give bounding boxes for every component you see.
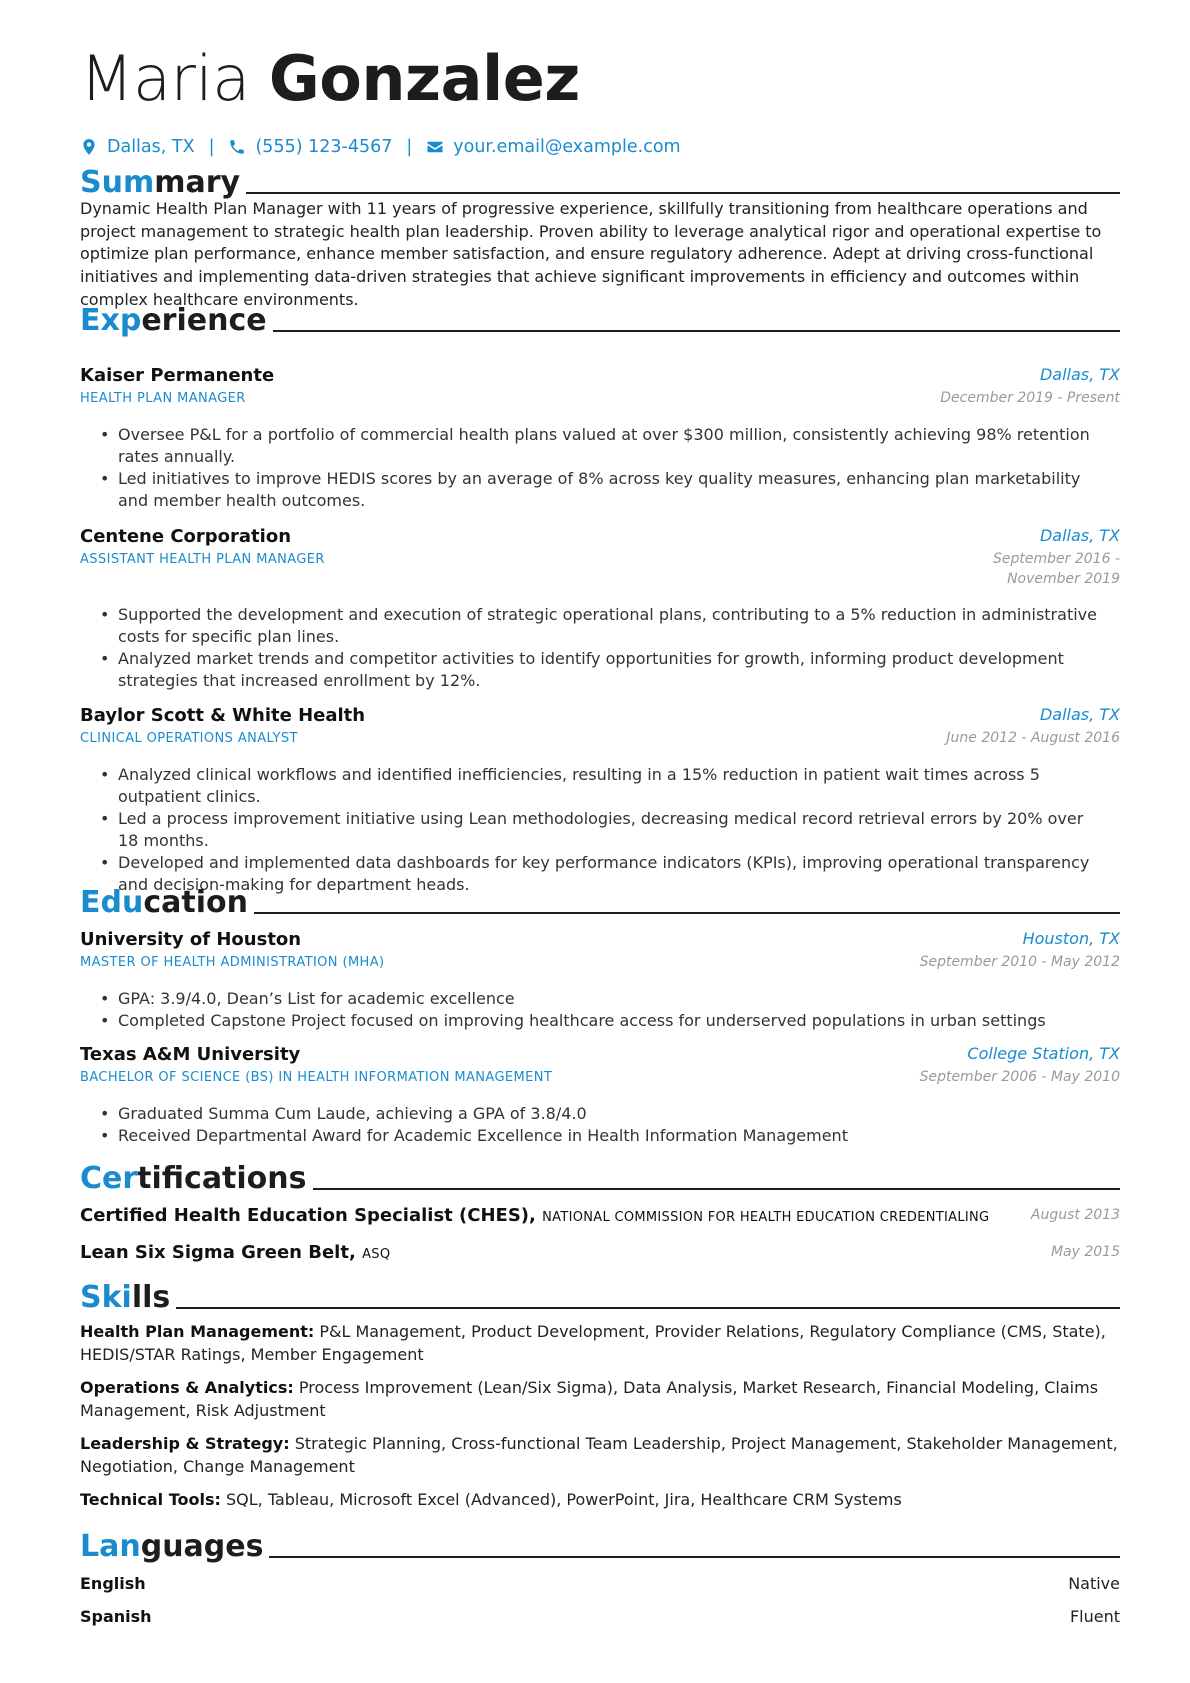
experience-bullets [98, 604, 1108, 692]
job-title: HEALTH PLAN MANAGER [80, 391, 246, 406]
degree: MASTER OF HEALTH ADMINISTRATION (MHA) [80, 955, 385, 970]
heading-rest: guages [140, 1529, 264, 1564]
school-name: Texas A&M University [80, 1044, 301, 1065]
language-level: Native [1068, 1574, 1120, 1593]
contact-separator: | [406, 137, 413, 157]
school-location: Houston, TX [1022, 929, 1120, 948]
skill-items: SQL, Tableau, Microsoft Excel (Advanced), PowerPoint, Jira, Healthcare CRM Systems [226, 1490, 902, 1509]
heading-rule [176, 1307, 1120, 1309]
skill-category: Operations & Analytics: [80, 1378, 294, 1397]
school-location: College Station, TX [967, 1044, 1120, 1063]
skill-category: Health Plan Management: [80, 1322, 315, 1341]
skill-group [80, 1321, 1120, 1366]
language-level: Fluent [1069, 1607, 1120, 1626]
school-dates: September 2006 - May 2010 [919, 1069, 1120, 1085]
email-text: your.email@example.com [453, 137, 681, 157]
bullet-item: • Led initiatives to improve HEDIS scores by an average of 8% across key quality measures, enhancing plan marketability and member health outcomes. [98, 468, 1108, 512]
location-text: Dallas, TX [107, 137, 195, 157]
job-location: Dallas, TX [1039, 705, 1120, 724]
bullet-item: • Received Departmental Award for Academic Excellence in Health Information Management [98, 1125, 1108, 1147]
section-heading-certifications [80, 1156, 1120, 1196]
map-pin-icon [80, 138, 98, 156]
bullet-item: • Oversee P&L for a portfolio of commercial health plans valued at over $300 million, consistently achieving 98% retention rates annually. [98, 424, 1108, 468]
section-heading-summary [80, 160, 1120, 200]
heading-rule [269, 1556, 1120, 1558]
bullet-item: • Completed Capstone Project focused on improving healthcare access for underserved populations in urban settings [98, 1010, 1108, 1032]
summary-text: Dynamic Health Plan Manager with 11 years of progressive experience, skillfully transitioning from healthcare operations and project management to strategic health plan leadership. Proven ability to leverage analytical rigor and operational expertise to optimize plan performance, enhance member satisfaction, and ensure regulatory adherence. Adept at driving cross-functional initiatives and implementing data-driven strategies that achieve significant improvements in efficiency and outcomes within complex healthcare environments. [80, 199, 1102, 309]
contact-line [80, 133, 681, 161]
degree: BACHELOR OF SCIENCE (BS) IN HEALTH INFORMATION MANAGEMENT [80, 1070, 553, 1085]
contact-location [80, 137, 195, 157]
contact-phone[interactable] [228, 137, 392, 157]
skill-items: P&L Management, Product Development, Provider Relations, Regulatory Compliance (CMS, State), HEDIS/STAR Ratings, Member Engagement [80, 1322, 1106, 1364]
heading-accent: Cer [80, 1161, 138, 1196]
language-row [80, 1572, 1120, 1596]
heading-rest: erience [141, 303, 267, 338]
certification-date: August 2013 [1030, 1207, 1120, 1223]
experience-bullets [98, 764, 1108, 896]
heading-accent: Edu [80, 885, 144, 920]
job-location: Dallas, TX [1039, 365, 1120, 384]
language-row [80, 1605, 1120, 1629]
heading-rest: lls [131, 1280, 171, 1315]
skill-items: Process Improvement (Lean/Six Sigma), Data Analysis, Market Research, Financial Modeling, Claims Management, Risk Adjustment [80, 1378, 1099, 1420]
certification-issuer: ASQ [362, 1247, 391, 1262]
heading-rule [273, 330, 1120, 332]
certification-date: May 2015 [1050, 1244, 1120, 1260]
education-bullets [98, 1103, 1108, 1147]
company-name: Kaiser Permanente [80, 365, 275, 386]
last-name: Gonzalez [268, 42, 580, 115]
school-name: University of Houston [80, 929, 302, 950]
heading-accent: Ski [80, 1280, 132, 1315]
heading-rest: cation [143, 885, 248, 920]
experience-bullets [98, 424, 1108, 512]
certification-name: Lean Six Sigma Green Belt [80, 1242, 349, 1263]
company-name: Baylor Scott & White Health [80, 705, 366, 726]
job-title: ASSISTANT HEALTH PLAN MANAGER [80, 552, 325, 567]
bullet-item: • Analyzed clinical workflows and identified inefficiencies, resulting in a 15% reduction in patient wait times across 5 outpatient clinics. [98, 764, 1108, 808]
company-name: Centene Corporation [80, 526, 292, 547]
skill-group [80, 1489, 1120, 1512]
job-title: CLINICAL OPERATIONS ANALYST [80, 731, 298, 746]
section-heading-languages [80, 1524, 1120, 1564]
school-dates: September 2010 - May 2012 [919, 954, 1120, 970]
heading-rest: mary [154, 165, 241, 200]
heading-rest: tifications [137, 1161, 307, 1196]
certification-item: Certified Health Education Specialist (CHES), NATIONAL COMMISSION FOR HEALTH EDUCATION CREDENTIALING August 2013 [80, 1205, 1120, 1226]
bullet-item: • Supported the development and execution of strategic operational plans, contributing to a 5% reduction in administrative costs for specific plan lines. [98, 604, 1108, 648]
education-bullets [98, 988, 1108, 1032]
certification-issuer: NATIONAL COMMISSION FOR HEALTH EDUCATION CREDENTIALING [542, 1210, 990, 1225]
certification-item: Lean Six Sigma Green Belt, ASQ May 2015 [80, 1242, 1120, 1263]
job-dates: September 2016 - November 2019 [993, 551, 1120, 587]
phone-text: (555) 123-4567 [255, 137, 393, 157]
heading-accent: Lan [80, 1529, 141, 1564]
language-name: English [80, 1574, 146, 1593]
contact-separator: | [208, 137, 215, 157]
bullet-item: • GPA: 3.9/4.0, Dean’s List for academic excellence [98, 988, 1108, 1010]
phone-icon [228, 138, 246, 156]
skill-category: Leadership & Strategy: [80, 1434, 290, 1453]
skill-items: Strategic Planning, Cross-functional Team Leadership, Project Management, Stakeholder Management, Negotiation, Change Management [80, 1434, 1118, 1476]
heading-accent: Exp [80, 303, 142, 338]
skill-group [80, 1377, 1120, 1422]
bullet-item: • Graduated Summa Cum Laude, achieving a GPA of 3.8/4.0 [98, 1103, 1108, 1125]
bullet-item: • Analyzed market trends and competitor activities to identify opportunities for growth, informing product development strategies that increased enrollment by 12%. [98, 648, 1108, 692]
section-heading-skills [80, 1275, 1120, 1315]
section-heading-education [80, 880, 1120, 920]
section-heading-experience [80, 298, 1120, 338]
candidate-name [80, 42, 580, 116]
job-location: Dallas, TX [1039, 526, 1120, 545]
heading-rule [313, 1188, 1120, 1190]
first-name: Maria [80, 42, 250, 115]
skill-group [80, 1433, 1120, 1478]
heading-accent: Sum [80, 165, 155, 200]
job-dates: June 2012 - August 2016 [946, 730, 1120, 746]
envelope-icon [426, 138, 444, 156]
certification-name: Certified Health Education Specialist (CHES) [80, 1205, 530, 1226]
bullet-item: • Developed and implemented data dashboards for key performance indicators (KPIs), improving operational transparency and decision-making for department heads. [98, 852, 1108, 896]
heading-rule [246, 192, 1120, 194]
bullet-item: • Led a process improvement initiative using Lean methodologies, decreasing medical record retrieval errors by 20% over 18 months. [98, 808, 1108, 852]
job-dates: December 2019 - Present [940, 390, 1120, 406]
contact-email[interactable] [426, 137, 680, 157]
language-name: Spanish [80, 1607, 152, 1626]
heading-rule [254, 912, 1120, 914]
skill-category: Technical Tools: [80, 1490, 221, 1509]
